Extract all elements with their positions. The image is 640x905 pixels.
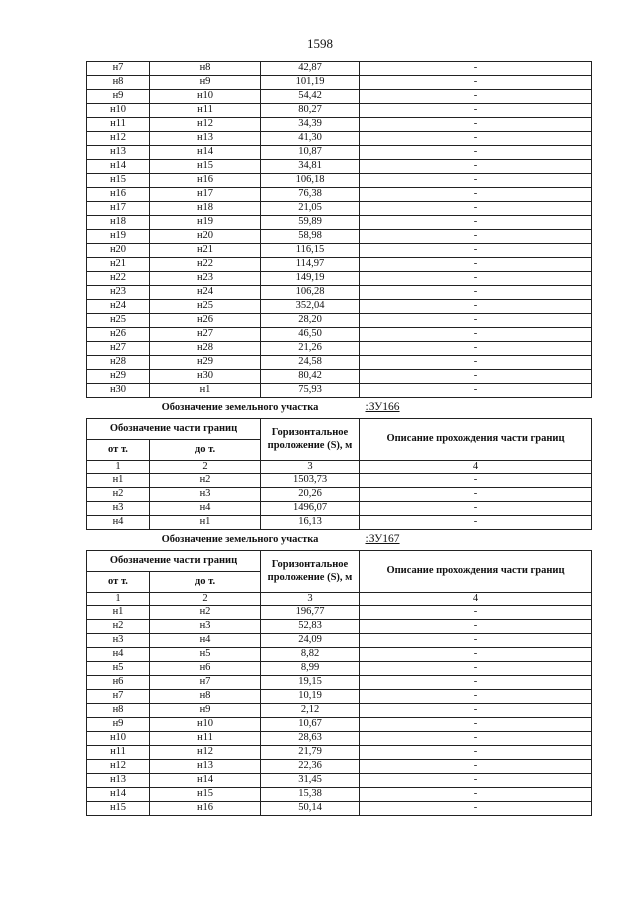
table-row <box>87 662 592 676</box>
to-point-cell: н12 <box>150 746 261 760</box>
from-point-cell: н28 <box>87 356 150 370</box>
from-point-cell: н12 <box>87 132 150 146</box>
table-row <box>87 774 592 788</box>
length-cell: 19,15 <box>261 676 360 690</box>
from-point-cell: н10 <box>87 732 150 746</box>
length-cell: 75,93 <box>261 384 360 398</box>
length-cell: 50,14 <box>261 802 360 816</box>
table-row <box>87 802 592 816</box>
length-cell: 46,50 <box>261 328 360 342</box>
column-index: 3 <box>261 593 360 606</box>
to-label: до т. <box>150 440 261 461</box>
parcel-label: Обозначение земельного участка <box>87 530 360 551</box>
from-point-cell: н13 <box>87 774 150 788</box>
description-cell: - <box>360 132 592 146</box>
table-row <box>87 342 592 356</box>
to-point-cell: н17 <box>150 188 261 202</box>
to-point-cell: н24 <box>150 286 261 300</box>
description-cell: - <box>360 244 592 258</box>
from-point-cell: н11 <box>87 746 150 760</box>
table-row <box>87 648 592 662</box>
from-point-cell: н4 <box>87 648 150 662</box>
from-point-cell: н24 <box>87 300 150 314</box>
to-point-cell: н4 <box>150 634 261 648</box>
table-row <box>87 620 592 634</box>
description-cell: - <box>360 474 592 488</box>
description-label: Описание прохождения части границ <box>360 419 592 461</box>
description-cell: - <box>360 188 592 202</box>
length-cell: 21,05 <box>261 202 360 216</box>
description-cell: - <box>360 746 592 760</box>
description-label: Описание прохождения части границ <box>360 551 592 593</box>
table-row <box>87 634 592 648</box>
parcel-label: Обозначение земельного участка <box>87 398 360 419</box>
description-cell: - <box>360 90 592 104</box>
to-point-cell: н8 <box>150 690 261 704</box>
parcel-code-text: :ЗУ166 <box>365 401 400 414</box>
to-point-cell: н2 <box>150 474 261 488</box>
to-point-cell: н7 <box>150 676 261 690</box>
to-point-cell: н18 <box>150 202 261 216</box>
from-point-cell: н10 <box>87 104 150 118</box>
length-cell: 80,27 <box>261 104 360 118</box>
table-row <box>87 160 592 174</box>
horizontal-label: Горизонтальное проложение (S), м <box>261 551 360 593</box>
parcel-code <box>360 398 592 419</box>
length-cell: 20,26 <box>261 488 360 502</box>
to-point-cell: н2 <box>150 606 261 620</box>
description-cell: - <box>360 704 592 718</box>
column-index: 1 <box>87 461 150 474</box>
to-point-cell: н12 <box>150 118 261 132</box>
table-row <box>87 174 592 188</box>
to-point-cell: н15 <box>150 160 261 174</box>
from-point-cell: н11 <box>87 118 150 132</box>
to-point-cell: н20 <box>150 230 261 244</box>
to-point-cell: н29 <box>150 356 261 370</box>
table-row <box>87 760 592 774</box>
length-cell: 8,99 <box>261 662 360 676</box>
to-point-cell: н13 <box>150 132 261 146</box>
table-row <box>87 356 592 370</box>
from-point-cell: н19 <box>87 230 150 244</box>
from-point-cell: н14 <box>87 160 150 174</box>
to-label: до т. <box>150 572 261 593</box>
table-row <box>87 328 592 342</box>
from-point-cell: н15 <box>87 174 150 188</box>
table-row <box>87 272 592 286</box>
description-cell: - <box>360 620 592 634</box>
from-point-cell: н22 <box>87 272 150 286</box>
from-label: от т. <box>87 572 150 593</box>
table-row <box>87 384 592 398</box>
length-cell: 196,77 <box>261 606 360 620</box>
length-cell: 114,97 <box>261 258 360 272</box>
length-cell: 21,26 <box>261 342 360 356</box>
table-row <box>87 732 592 746</box>
table-row <box>87 146 592 160</box>
table-row <box>87 502 592 516</box>
from-point-cell: н8 <box>87 704 150 718</box>
table-row <box>87 118 592 132</box>
description-cell: - <box>360 732 592 746</box>
description-cell: - <box>360 760 592 774</box>
description-cell: - <box>360 384 592 398</box>
from-point-cell: н3 <box>87 634 150 648</box>
length-cell: 2,12 <box>261 704 360 718</box>
to-point-cell: н9 <box>150 76 261 90</box>
length-cell: 80,42 <box>261 370 360 384</box>
table-row <box>87 90 592 104</box>
from-point-cell: н21 <box>87 258 150 272</box>
length-cell: 352,04 <box>261 300 360 314</box>
table-row <box>87 690 592 704</box>
table-row <box>87 188 592 202</box>
from-point-cell: н23 <box>87 286 150 300</box>
from-point-cell: н17 <box>87 202 150 216</box>
table-row <box>87 788 592 802</box>
boundary-table <box>86 61 592 816</box>
from-point-cell: н15 <box>87 802 150 816</box>
to-point-cell: н14 <box>150 146 261 160</box>
description-cell: - <box>360 356 592 370</box>
page-number: 1598 <box>307 36 333 51</box>
length-cell: 54,42 <box>261 90 360 104</box>
to-point-cell: н8 <box>150 62 261 76</box>
to-point-cell: н22 <box>150 258 261 272</box>
description-cell: - <box>360 774 592 788</box>
column-index: 3 <box>261 461 360 474</box>
description-cell: - <box>360 230 592 244</box>
table-row <box>87 474 592 488</box>
description-cell: - <box>360 174 592 188</box>
description-cell: - <box>360 342 592 356</box>
table-row <box>87 216 592 230</box>
from-point-cell: н7 <box>87 690 150 704</box>
from-point-cell: н2 <box>87 488 150 502</box>
length-cell: 1496,07 <box>261 502 360 516</box>
to-point-cell: н23 <box>150 272 261 286</box>
to-point-cell: н14 <box>150 774 261 788</box>
table-row <box>87 718 592 732</box>
description-cell: - <box>360 502 592 516</box>
horizontal-label: Горизонтальное проложение (S), м <box>261 419 360 461</box>
description-cell: - <box>360 676 592 690</box>
length-cell: 106,18 <box>261 174 360 188</box>
table-row <box>87 244 592 258</box>
description-cell: - <box>360 370 592 384</box>
table-row <box>87 746 592 760</box>
to-point-cell: н4 <box>150 502 261 516</box>
length-cell: 28,20 <box>261 314 360 328</box>
to-point-cell: н21 <box>150 244 261 258</box>
length-cell: 31,45 <box>261 774 360 788</box>
description-cell: - <box>360 202 592 216</box>
to-point-cell: н16 <box>150 174 261 188</box>
to-point-cell: н5 <box>150 648 261 662</box>
length-cell: 10,67 <box>261 718 360 732</box>
column-index: 2 <box>150 461 261 474</box>
length-cell: 149,19 <box>261 272 360 286</box>
from-point-cell: н7 <box>87 62 150 76</box>
from-point-cell: н8 <box>87 76 150 90</box>
table-row <box>87 676 592 690</box>
description-cell: - <box>360 718 592 732</box>
to-point-cell: н30 <box>150 370 261 384</box>
part-label: Обозначение части границ <box>87 551 261 572</box>
to-point-cell: н25 <box>150 300 261 314</box>
from-point-cell: н1 <box>87 474 150 488</box>
from-point-cell: н5 <box>87 662 150 676</box>
to-point-cell: н10 <box>150 718 261 732</box>
length-cell: 22,36 <box>261 760 360 774</box>
description-cell: - <box>360 216 592 230</box>
table-row <box>87 230 592 244</box>
parcel-code <box>360 530 592 551</box>
part-label: Обозначение части границ <box>87 419 261 440</box>
description-cell: - <box>360 314 592 328</box>
from-point-cell: н3 <box>87 502 150 516</box>
description-cell: - <box>360 606 592 620</box>
from-label: от т. <box>87 440 150 461</box>
from-point-cell: н9 <box>87 718 150 732</box>
description-cell: - <box>360 62 592 76</box>
length-cell: 24,58 <box>261 356 360 370</box>
from-point-cell: н4 <box>87 516 150 530</box>
from-point-cell: н1 <box>87 606 150 620</box>
from-point-cell: н18 <box>87 216 150 230</box>
to-point-cell: н15 <box>150 788 261 802</box>
header-row <box>87 551 592 572</box>
description-cell: - <box>360 258 592 272</box>
table-row <box>87 62 592 76</box>
from-point-cell: н27 <box>87 342 150 356</box>
length-cell: 16,13 <box>261 516 360 530</box>
from-point-cell: н26 <box>87 328 150 342</box>
length-cell: 116,15 <box>261 244 360 258</box>
column-index: 1 <box>87 593 150 606</box>
length-cell: 21,79 <box>261 746 360 760</box>
parcel-title-row <box>87 398 592 419</box>
header-row <box>87 419 592 440</box>
length-cell: 76,38 <box>261 188 360 202</box>
length-cell: 10,19 <box>261 690 360 704</box>
from-point-cell: н2 <box>87 620 150 634</box>
description-cell: - <box>360 516 592 530</box>
table-row <box>87 314 592 328</box>
from-point-cell: н12 <box>87 760 150 774</box>
to-point-cell: н28 <box>150 342 261 356</box>
table-row <box>87 370 592 384</box>
length-cell: 52,83 <box>261 620 360 634</box>
index-row <box>87 461 592 474</box>
description-cell: - <box>360 118 592 132</box>
to-point-cell: н10 <box>150 90 261 104</box>
to-point-cell: н27 <box>150 328 261 342</box>
to-point-cell: н11 <box>150 732 261 746</box>
to-point-cell: н13 <box>150 760 261 774</box>
description-cell: - <box>360 690 592 704</box>
description-cell: - <box>360 802 592 816</box>
length-cell: 34,81 <box>261 160 360 174</box>
from-point-cell: н20 <box>87 244 150 258</box>
description-cell: - <box>360 104 592 118</box>
index-row <box>87 593 592 606</box>
table-row <box>87 516 592 530</box>
from-point-cell: н16 <box>87 188 150 202</box>
table-row <box>87 300 592 314</box>
length-cell: 10,87 <box>261 146 360 160</box>
length-cell: 8,82 <box>261 648 360 662</box>
from-point-cell: н14 <box>87 788 150 802</box>
table-row <box>87 488 592 502</box>
table-row <box>87 606 592 620</box>
description-cell: - <box>360 300 592 314</box>
length-cell: 58,98 <box>261 230 360 244</box>
description-cell: - <box>360 328 592 342</box>
to-point-cell: н9 <box>150 704 261 718</box>
length-cell: 1503,73 <box>261 474 360 488</box>
to-point-cell: н26 <box>150 314 261 328</box>
description-cell: - <box>360 146 592 160</box>
length-cell: 15,38 <box>261 788 360 802</box>
column-index: 4 <box>360 593 592 606</box>
to-point-cell: н3 <box>150 620 261 634</box>
length-cell: 106,28 <box>261 286 360 300</box>
length-cell: 28,63 <box>261 732 360 746</box>
description-cell: - <box>360 76 592 90</box>
table-row <box>87 258 592 272</box>
length-cell: 59,89 <box>261 216 360 230</box>
description-cell: - <box>360 788 592 802</box>
to-point-cell: н11 <box>150 104 261 118</box>
table-row <box>87 704 592 718</box>
description-cell: - <box>360 286 592 300</box>
column-index: 4 <box>360 461 592 474</box>
to-point-cell: н16 <box>150 802 261 816</box>
description-cell: - <box>360 488 592 502</box>
to-point-cell: н6 <box>150 662 261 676</box>
to-point-cell: н1 <box>150 516 261 530</box>
column-index: 2 <box>150 593 261 606</box>
table-row <box>87 132 592 146</box>
description-cell: - <box>360 160 592 174</box>
parcel-title-row <box>87 530 592 551</box>
table-row <box>87 202 592 216</box>
from-point-cell: н9 <box>87 90 150 104</box>
description-cell: - <box>360 662 592 676</box>
to-point-cell: н3 <box>150 488 261 502</box>
length-cell: 41,30 <box>261 132 360 146</box>
to-point-cell: н19 <box>150 216 261 230</box>
description-cell: - <box>360 272 592 286</box>
length-cell: 101,19 <box>261 76 360 90</box>
table-row <box>87 286 592 300</box>
table-row <box>87 104 592 118</box>
from-point-cell: н13 <box>87 146 150 160</box>
length-cell: 24,09 <box>261 634 360 648</box>
description-cell: - <box>360 648 592 662</box>
length-cell: 34,39 <box>261 118 360 132</box>
table-row <box>87 76 592 90</box>
from-point-cell: н30 <box>87 384 150 398</box>
description-cell: - <box>360 634 592 648</box>
to-point-cell: н1 <box>150 384 261 398</box>
from-point-cell: н29 <box>87 370 150 384</box>
from-point-cell: н25 <box>87 314 150 328</box>
length-cell: 42,87 <box>261 62 360 76</box>
from-point-cell: н6 <box>87 676 150 690</box>
parcel-code-text: :ЗУ167 <box>365 533 400 546</box>
